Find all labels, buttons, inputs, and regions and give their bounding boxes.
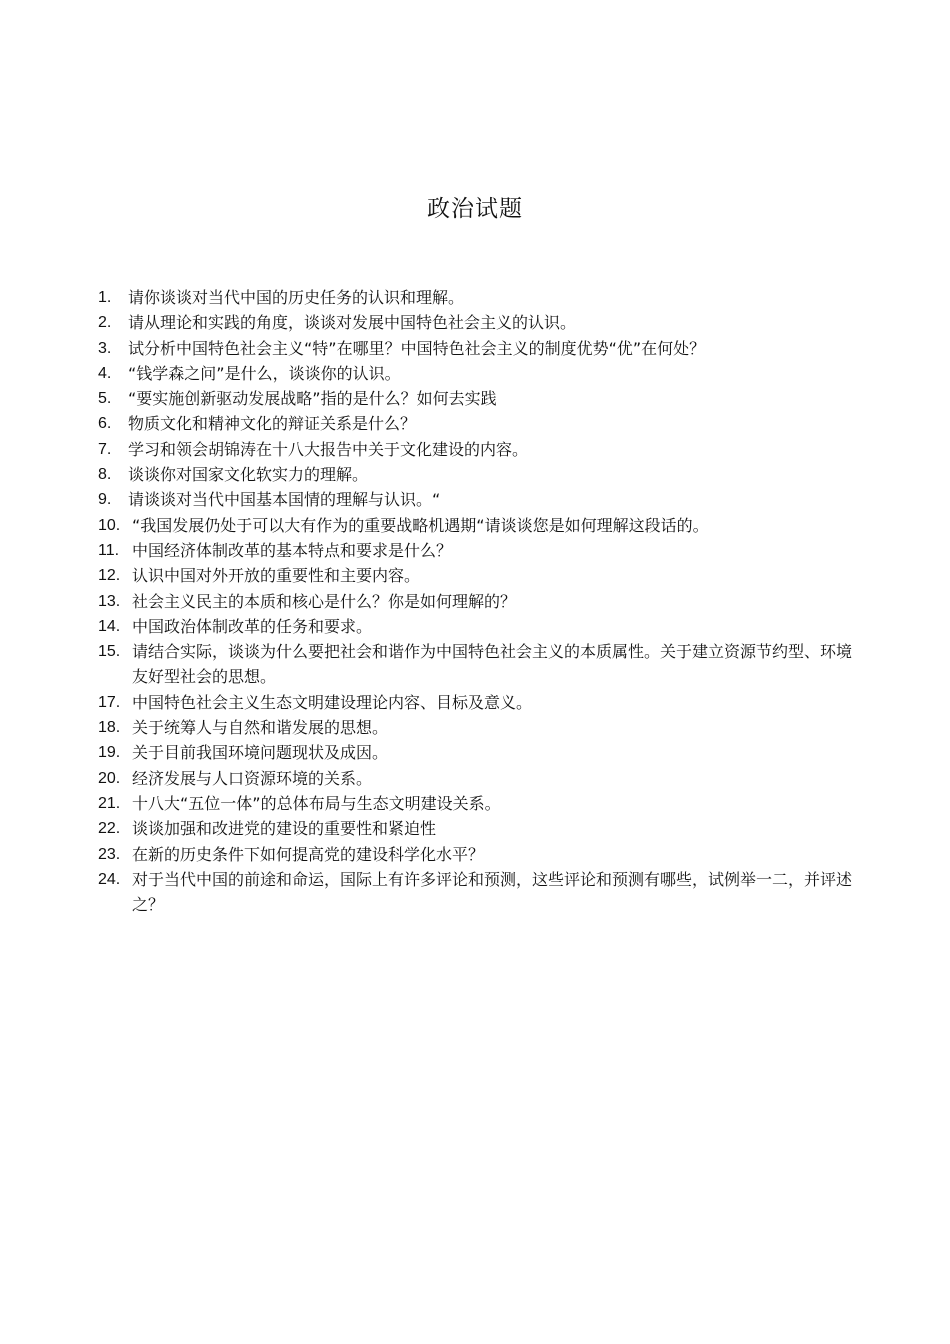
question-number: 3. xyxy=(98,339,112,357)
question-number: 1. xyxy=(98,289,112,306)
question-number: 11. xyxy=(98,541,120,559)
question-item xyxy=(98,791,858,816)
question-number: 22. xyxy=(98,820,121,838)
question-item xyxy=(98,538,858,563)
question-number: 13. xyxy=(98,592,121,610)
question-number: 4. xyxy=(98,364,112,382)
question-item xyxy=(98,386,858,411)
question-item xyxy=(98,310,858,335)
question-text: 中国特色社会主义生态文明建设理论内容、目标及意义。 xyxy=(132,692,533,712)
question-text: 学习和领会胡锦涛在十八大报告中关于文化建设的内容。 xyxy=(128,439,529,459)
question-text: 谈谈你对国家文化软实力的理解。 xyxy=(128,465,369,485)
page-title: 政治试题 xyxy=(427,196,523,222)
question-text: 经济发展与人口资源环境的关系。 xyxy=(132,768,373,788)
question-number: 24. xyxy=(98,870,121,888)
question-text: 请结合实际，谈谈为什么要把社会和谐作为中国特色社会主义的本质属性。关于建立资源节约型、环境友好型社会的思想。 xyxy=(132,642,853,687)
question-item xyxy=(98,487,858,512)
question-number: 15. xyxy=(98,643,121,661)
question-item xyxy=(98,563,858,588)
question-text: 请从理论和实践的角度，谈谈对发展中国特色社会主义的认识。 xyxy=(128,313,577,333)
question-item xyxy=(98,614,858,639)
question-number: 18. xyxy=(98,719,121,737)
question-list xyxy=(98,285,858,917)
question-item xyxy=(98,285,858,310)
question-text: “要实施创新驱动发展战略”指的是什么？如何去实践 xyxy=(128,389,497,409)
question-item xyxy=(98,766,858,791)
question-number: 14. xyxy=(98,617,121,635)
question-item xyxy=(98,842,858,867)
question-item xyxy=(98,867,858,918)
question-number: 6. xyxy=(98,415,112,433)
question-item xyxy=(98,336,858,361)
question-item xyxy=(98,437,858,462)
question-number: 8. xyxy=(98,466,112,484)
question-number: 9. xyxy=(98,491,112,509)
question-text: 对于当代中国的前途和命运，国际上有许多评论和预测，这些评论和预测有哪些，试例举一二，并评述之？ xyxy=(132,869,853,915)
question-text: 物质文化和精神文化的辩证关系是什么？ xyxy=(128,414,417,434)
question-text: 中国政治体制改革的任务和要求。 xyxy=(132,616,373,636)
question-text: 关于统筹人与自然和谐发展的思想。 xyxy=(132,718,389,738)
question-number: 23. xyxy=(98,845,121,863)
question-text: “我国发展仍处于可以大有作为的重要战略机遇期“请谈谈您是如何理解这段话的。 xyxy=(132,515,709,535)
question-text: 谈谈加强和改进党的建设的重要性和紧迫性 xyxy=(132,819,437,839)
question-item xyxy=(98,361,858,386)
question-item xyxy=(98,639,858,690)
question-number: 17. xyxy=(98,693,121,711)
question-number: 2. xyxy=(98,314,112,332)
question-item xyxy=(98,740,858,765)
question-item xyxy=(98,715,858,740)
question-text: 试分析中国特色社会主义“特”在哪里？中国特色社会主义的制度优势“优”在何处？ xyxy=(128,338,706,358)
question-item xyxy=(98,513,858,538)
question-number: 5. xyxy=(98,390,112,408)
question-item xyxy=(98,589,858,614)
question-number: 19. xyxy=(98,744,121,762)
question-text: 社会主义民主的本质和核心是什么？你是如何理解的？ xyxy=(132,591,517,611)
question-text: “钱学森之问”是什么，谈谈你的认识。 xyxy=(128,363,401,383)
question-number: 20. xyxy=(98,769,121,787)
question-item xyxy=(98,411,858,436)
question-text: 关于目前我国环境问题现状及成因。 xyxy=(132,743,389,763)
question-number: 7. xyxy=(98,440,112,458)
question-text: 中国经济体制改革的基本特点和要求是什么？ xyxy=(132,540,453,560)
question-number: 10. xyxy=(98,516,121,534)
question-text: 十八大“五位一体”的总体布局与生态文明建设关系。 xyxy=(132,793,501,813)
question-text: 请谈谈对当代中国基本国情的理解与认识。“ xyxy=(128,490,441,510)
question-item xyxy=(98,690,858,715)
question-text: 认识中国对外开放的重要性和主要内容。 xyxy=(132,566,421,586)
question-number: 21. xyxy=(98,794,121,812)
question-item xyxy=(98,816,858,841)
question-number: 12. xyxy=(98,567,121,585)
question-item xyxy=(98,462,858,487)
question-text: 在新的历史条件下如何提高党的建设科学化水平？ xyxy=(132,844,485,864)
question-text: 请你谈谈对当代中国的历史任务的认识和理解。 xyxy=(128,288,465,307)
